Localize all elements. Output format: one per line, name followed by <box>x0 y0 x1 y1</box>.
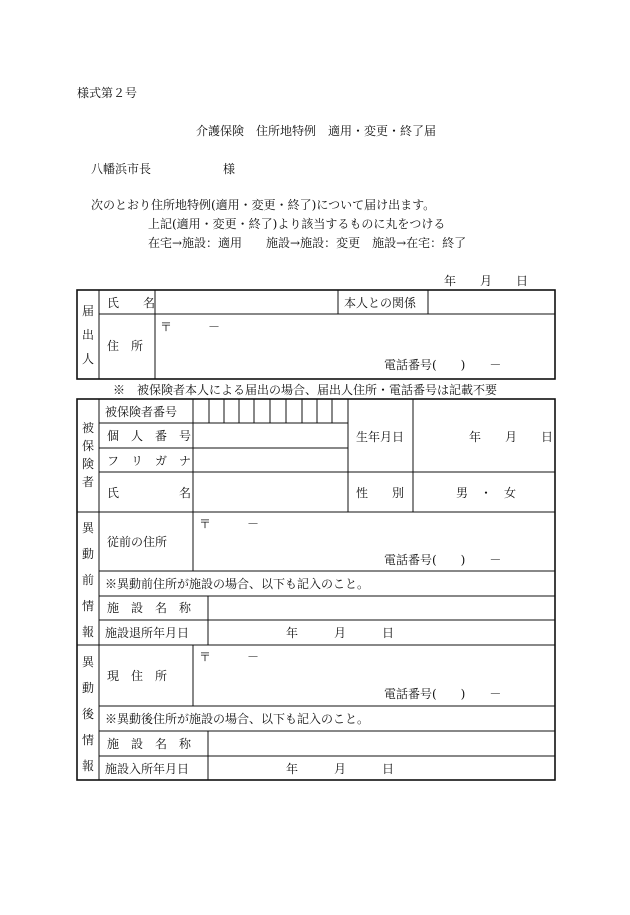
current-phone[interactable]: 電話番号( ) － <box>384 687 502 701</box>
previous-facility-label: 施 設 名 称 <box>107 601 192 615</box>
form-number: 様式第２号 <box>77 86 138 100</box>
intro-line-1: 次のとおり住所地特例(適用・変更・終了)について届け出ます。 <box>91 198 436 212</box>
admission-date-label: 施設入所年月日 <box>105 762 190 776</box>
notifier-relation-label: 本人との関係 <box>344 296 417 310</box>
notifier-phone[interactable]: 電話番号( ) － <box>384 358 502 372</box>
birth-date-value[interactable]: 年 月 日 <box>469 430 554 444</box>
furigana-label: フ リ ガ ナ <box>107 454 192 468</box>
previous-postal-mark[interactable]: 〒 － <box>199 517 260 531</box>
current-facility-input[interactable] <box>211 733 551 753</box>
insured-number-label: 被保険者番号 <box>105 405 178 419</box>
insured-name-input[interactable] <box>196 477 344 507</box>
notifier-address-label: 住 所 <box>107 339 144 353</box>
insured-section-label: 被 保 険 者 <box>81 421 94 489</box>
current-postal-mark[interactable]: 〒 － <box>199 650 260 664</box>
addressee: 八幡浜市長 様 <box>91 162 236 176</box>
personal-number-input[interactable] <box>196 425 344 445</box>
furigana-input[interactable] <box>196 450 344 470</box>
previous-address-label: 従前の住所 <box>107 535 168 549</box>
current-address-label: 現 住 所 <box>107 669 168 683</box>
notifier-section-label: 届 出 人 <box>81 304 94 366</box>
submission-date[interactable]: 年 月 日 <box>444 274 529 288</box>
previous-facility-input[interactable] <box>211 598 551 618</box>
sex-label: 性 別 <box>356 486 405 500</box>
notifier-relation-input[interactable] <box>431 292 551 312</box>
before-note: ※異動前住所が施設の場合、以下も記入のこと。 <box>105 577 370 591</box>
notifier-note: ※ 被保険者本人による届出の場合、届出人住所・電話番号は記載不要 <box>113 383 498 397</box>
current-facility-label: 施 設 名 称 <box>107 737 192 751</box>
birth-date-label: 生年月日 <box>356 430 405 444</box>
after-section-label: 異 動 後 情 報 <box>81 655 94 773</box>
form-title: 介護保険 住所地特例 適用・変更・終了届 <box>196 124 437 138</box>
admission-date-value[interactable]: 年 月 日 <box>286 762 395 776</box>
discharge-date-label: 施設退所年月日 <box>105 626 190 640</box>
after-note: ※異動後住所が施設の場合、以下も記入のこと。 <box>105 712 370 726</box>
before-section-label: 異 動 前 情 報 <box>81 521 94 639</box>
previous-phone[interactable]: 電話番号( ) － <box>384 553 502 567</box>
sex-choice[interactable]: 男 ・ 女 <box>456 486 517 500</box>
discharge-date-value[interactable]: 年 月 日 <box>286 626 395 640</box>
intro-line-2: 上記(適用・変更・終了)より該当するものに丸をつける <box>148 217 446 231</box>
notifier-postal-mark[interactable]: 〒 － <box>160 320 221 334</box>
insured-name-label: 氏 名 <box>107 486 192 500</box>
intro-line-3: 在宅→施設：適用 施設→施設：変更 施設→在宅：終了 <box>148 236 467 250</box>
personal-number-label: 個 人 番 号 <box>107 429 192 443</box>
notifier-name-input[interactable] <box>158 292 334 312</box>
notifier-name-label: 氏 名 <box>107 296 156 310</box>
